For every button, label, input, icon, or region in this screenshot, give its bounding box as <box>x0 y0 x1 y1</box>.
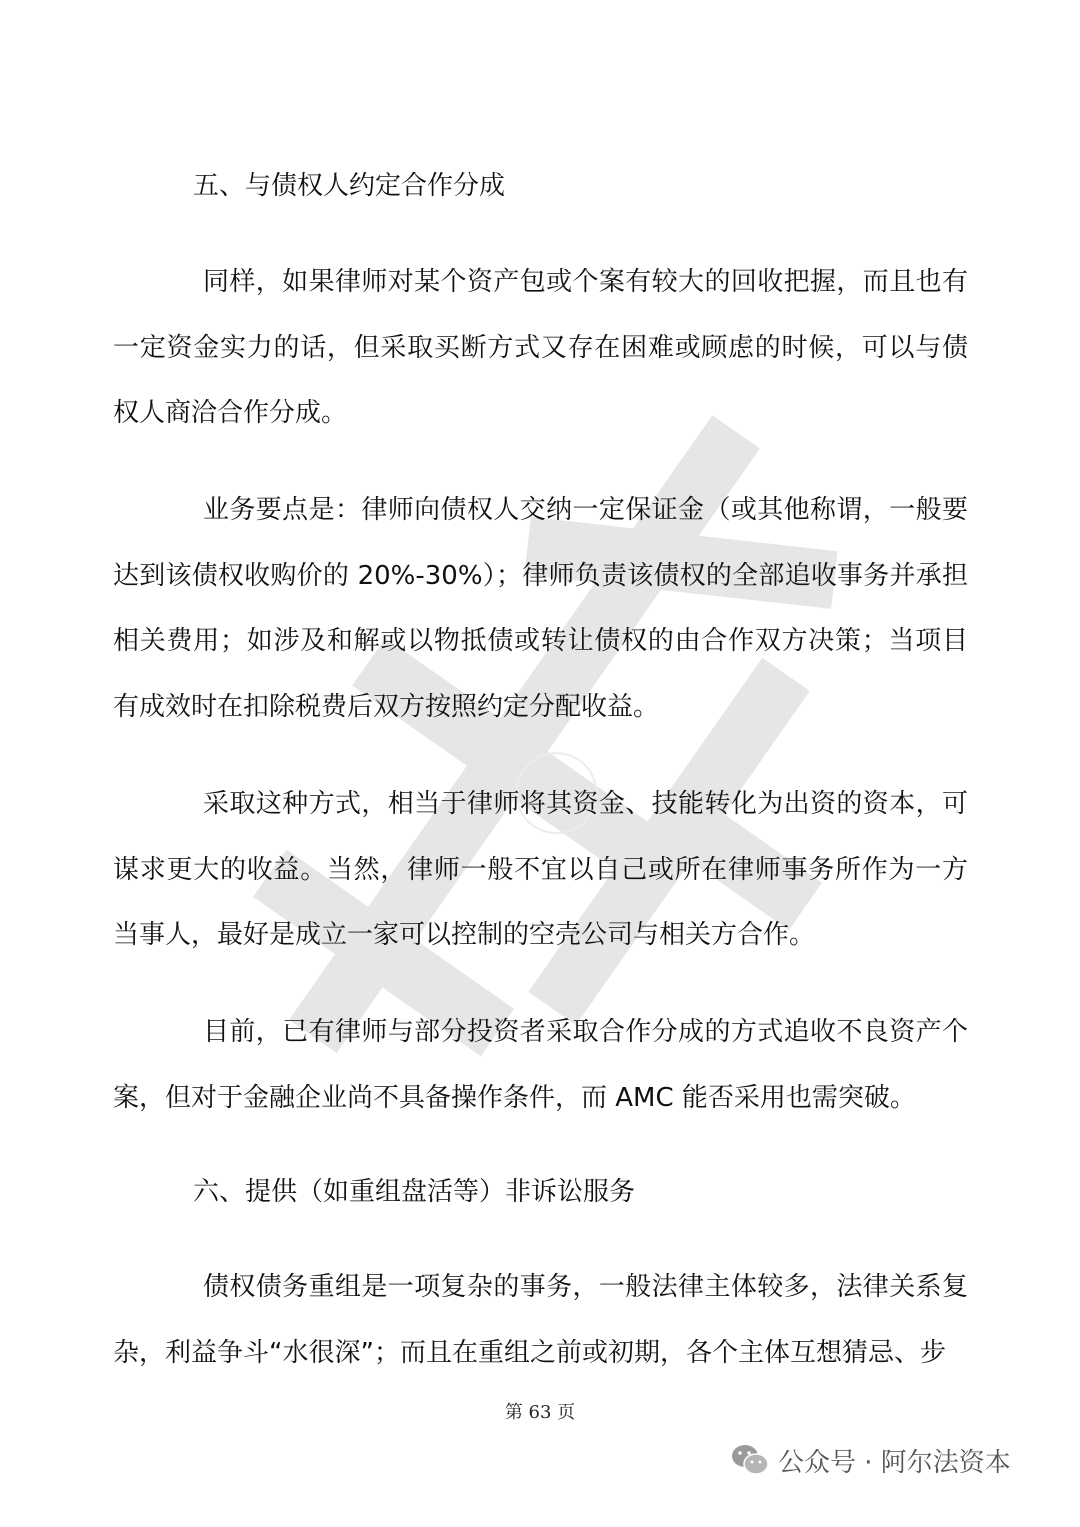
page-number: 第 63 页 <box>504 1402 576 1423</box>
paragraph: 目前，已有律师与部分投资者采取合作分成的方式追收不良资产个案，但对于金融企业尚不具备操作条件，而 AMC 能否采用也需突破。 <box>113 1017 968 1113</box>
paragraph: 采取这种方式，相当于律师将其资金、技能转化为出资的资本，可谋求更大的收益。当然，律师一般不宜以自己或所在律师事务所作为一方当事人，最好是成立一家可以控制的空壳公司与相关方合作。 <box>113 789 968 950</box>
section-heading-6: 六、提供（如重组盘活等）非诉讼服务 <box>193 1177 636 1207</box>
paragraph: 业务要点是：律师向债权人交纳一定保证金（或其他称谓，一般要达到该债权收购价的 20%-30%）；律师负责该债权的全部追收事务并承担相关费用；如涉及和解或以物抵债或转让债权的由合作双方决策；当项目有成效时在扣除税费后双方按照约定分配收益。 <box>113 495 968 722</box>
wechat-icon <box>730 1442 770 1478</box>
paragraph: 同样，如果律师对某个资产包或个案有较大的回收把握，而且也有一定资金实力的话，但采取买断方式又存在困难或顾虑的时候，可以与债权人商洽合作分成。 <box>113 267 968 428</box>
account-attribution <box>730 1440 1011 1480</box>
section-heading-5: 五、与债权人约定合作分成 <box>193 171 506 201</box>
paragraph: 债权债务重组是一项复杂的事务，一般法律主体较多，法律关系复杂，利益争斗“水很深”；而且在重组之前或初期，各个主体互想猜忌、步 <box>113 1272 968 1368</box>
account-name: 公众号 · 阿尔法资本 <box>778 1447 1011 1478</box>
